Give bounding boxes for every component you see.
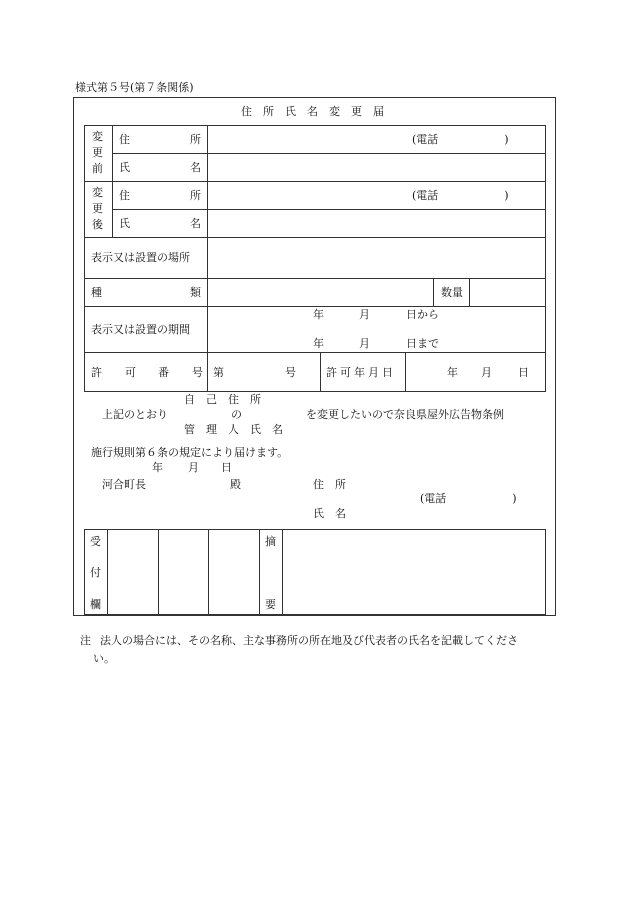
period-to-year: 年 (313, 337, 324, 350)
after-phone: (電話 ) (412, 189, 509, 202)
statement-manager-name: 管 理 人 氏 名 (184, 423, 283, 436)
permit-date-year: 年 (447, 366, 458, 379)
kind-label-b: 類 (190, 286, 201, 299)
period-to-day: 日まで (406, 337, 439, 350)
permit-date-month: 月 (481, 366, 492, 379)
date-year: 年 (152, 461, 163, 474)
quantity-label: 数量 (441, 286, 463, 299)
after-address-label-b: 所 (190, 189, 201, 202)
statement-line2: 施行規則第６条の規定により届けます。 (91, 446, 289, 459)
after-name-label-b: 名 (190, 217, 201, 230)
before-name-label-b: 名 (190, 161, 201, 174)
note-label: 注 (80, 634, 91, 647)
before-address-label-a: 住 (119, 133, 130, 146)
after-address-label-a: 住 (119, 189, 130, 202)
statement-right: を変更したいので奈良県屋外広告物条例 (306, 408, 504, 421)
form-code: 様式第５号(第７条関係) (75, 81, 194, 94)
permit-date-day: 日 (518, 366, 529, 379)
date-month: 月 (188, 461, 199, 474)
kind-label-a: 種 (91, 286, 102, 299)
note-line2: い。 (93, 652, 115, 665)
statement-no: の (231, 408, 242, 421)
date-day: 日 (221, 461, 232, 474)
before-address-label-b: 所 (190, 133, 201, 146)
applicant-address-label: 住 所 (313, 478, 346, 491)
statement-left: 上記のとおり (102, 408, 168, 421)
applicant-phone: (電話 ) (420, 492, 517, 505)
display-location-label: 表示又は設置の場所 (91, 251, 190, 264)
permit-go: 号 (285, 366, 296, 379)
addressee: 河合町長 (102, 478, 146, 491)
note-line1: 法人の場合には、その名称、主な事務所の所在地及び代表者の氏名を記載してくださ (100, 634, 518, 647)
form-title: 住 所 氏 名 変 更 届 (241, 105, 384, 118)
period-from-month: 月 (359, 308, 370, 321)
after-name-label-a: 氏 (119, 217, 130, 230)
permit-date-label: 許可年月日 (326, 366, 396, 379)
statement-self-address: 自 己 住 所 (184, 393, 261, 406)
applicant-name-label: 氏 名 (313, 507, 346, 520)
before-phone: (電話 ) (412, 133, 509, 146)
permit-dai: 第 (213, 366, 224, 379)
before-name-label-a: 氏 (119, 161, 130, 174)
display-period-label: 表示又は設置の期間 (91, 323, 190, 336)
addressee-dono: 殿 (230, 478, 241, 491)
form-frame (73, 97, 556, 616)
period-to-month: 月 (359, 337, 370, 350)
period-from-day: 日から (406, 308, 439, 321)
period-from-year: 年 (313, 308, 324, 321)
